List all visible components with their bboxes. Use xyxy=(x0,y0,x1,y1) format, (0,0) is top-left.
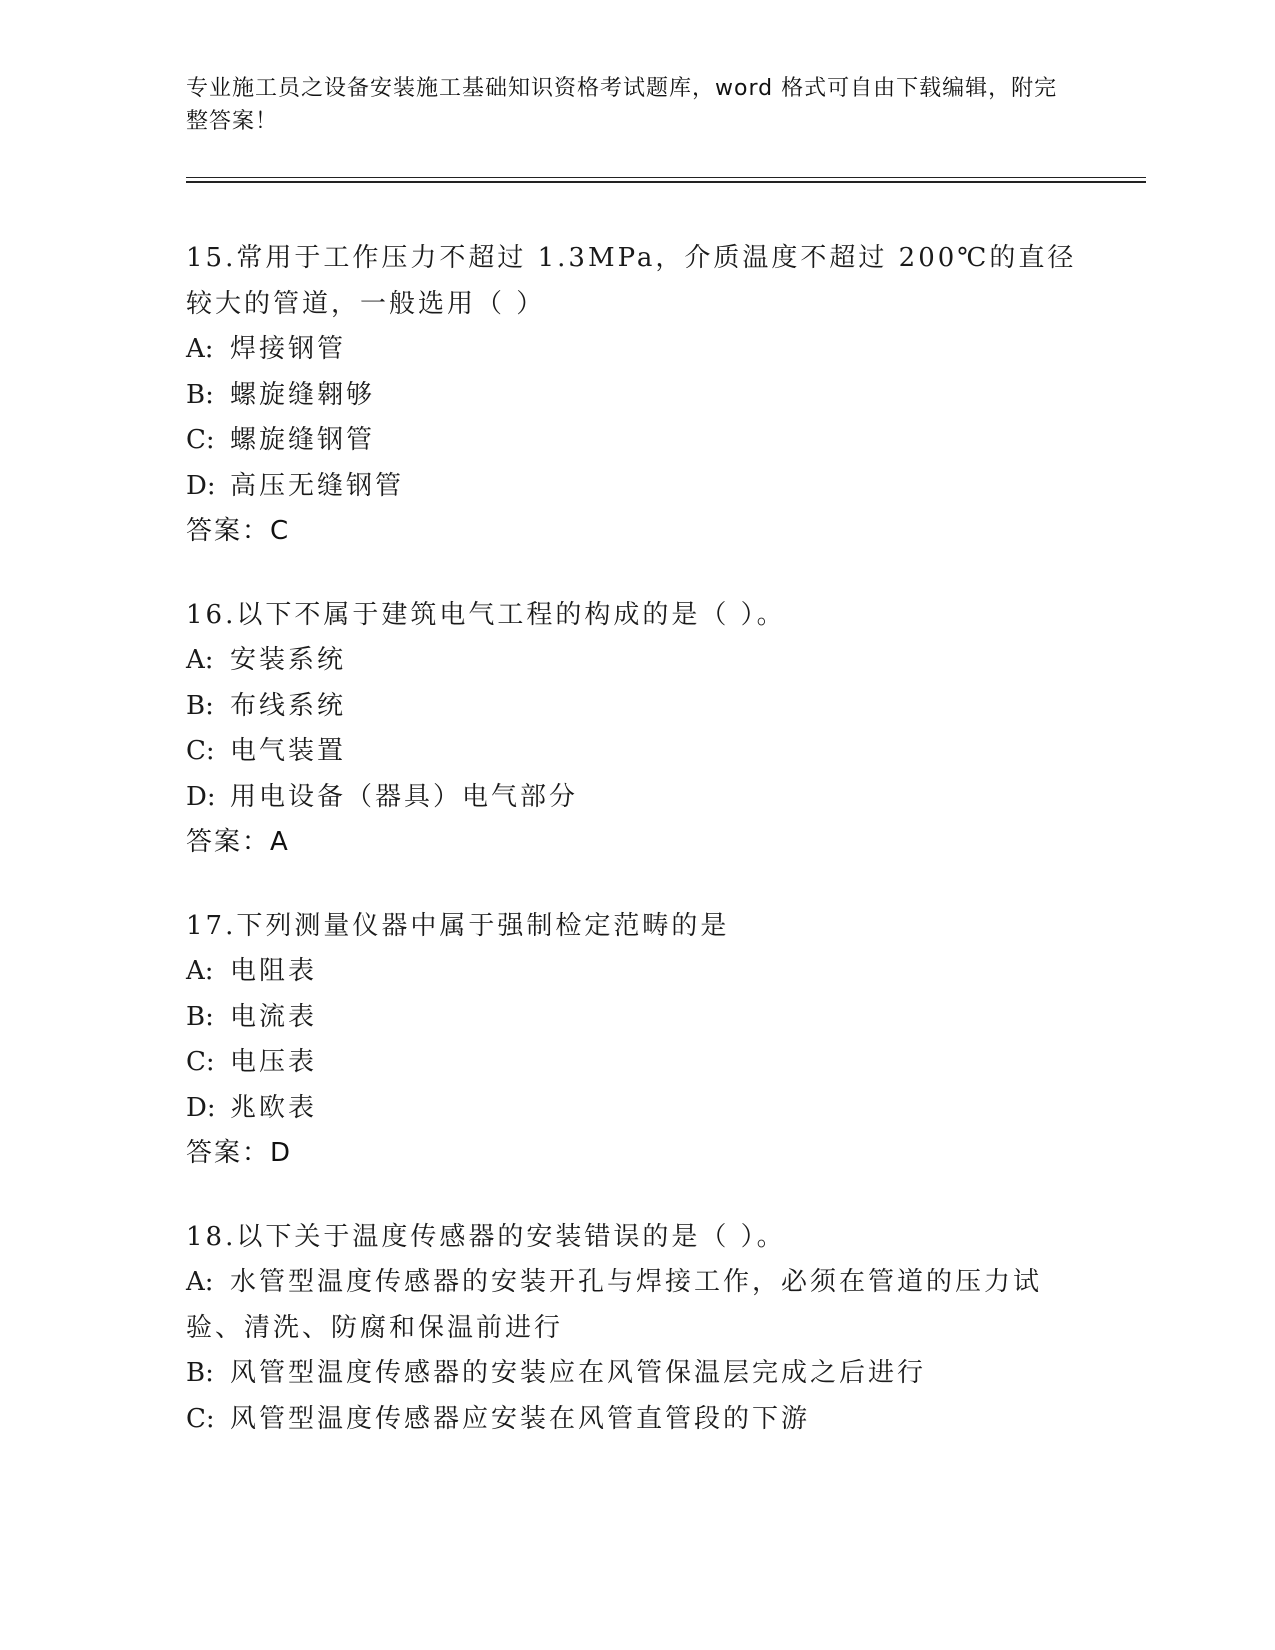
option-a xyxy=(186,1260,1086,1351)
option-text: 电压表 xyxy=(230,1047,318,1077)
option-text: 焊接钢管 xyxy=(230,334,347,364)
question-17 xyxy=(186,904,1086,1177)
option-text: 水管型温度传感器的安装开孔与焊接工作，必须在管道的压力试验、清洗、防腐和保温前进行 xyxy=(186,1267,1043,1343)
option-a xyxy=(186,327,1086,373)
option-letter: A: xyxy=(186,1267,214,1297)
answer-line: 答案：D xyxy=(186,1138,293,1168)
option-text: 安装系统 xyxy=(230,645,347,675)
option-text: 兆欧表 xyxy=(230,1092,318,1123)
option-text: 电气装置 xyxy=(230,736,347,766)
question-stem: 15.常用于工作压力不超过 1.3MPa，介质温度不超过 200℃的直径较大的管道，一般选用（ ） xyxy=(186,243,1077,319)
option-d xyxy=(186,775,1086,821)
option-text: 风管型温度传感器应安装在风管直管段的下游 xyxy=(230,1403,811,1434)
option-letter: D: xyxy=(186,781,216,812)
option-text: 螺旋缝钢管 xyxy=(230,425,376,455)
option-text: 高压无缝钢管 xyxy=(230,470,405,501)
option-text: 螺旋缝翱够 xyxy=(230,379,376,410)
option-c xyxy=(186,418,1086,464)
option-b xyxy=(186,373,1086,419)
option-letter: D: xyxy=(186,1092,216,1123)
question-stem: 17.下列测量仪器中属于强制检定范畴的是 xyxy=(186,910,730,941)
option-letter: A: xyxy=(186,334,214,364)
option-b xyxy=(186,995,1086,1041)
option-text: 风管型温度传感器的安装应在风管保温层完成之后进行 xyxy=(230,1358,927,1388)
answer-line: 答案：A xyxy=(186,827,290,857)
option-a xyxy=(186,638,1086,684)
document-header: 专业施工员之设备安装施工基础知识资格考试题库，word 格式可自由下载编辑，附完整答案！ xyxy=(186,76,1058,134)
option-letter: B: xyxy=(186,1001,214,1032)
option-b xyxy=(186,684,1086,730)
option-b xyxy=(186,1351,1086,1397)
option-text: 布线系统 xyxy=(230,690,347,721)
question-list xyxy=(186,236,1086,1480)
option-letter: C: xyxy=(186,1047,215,1077)
option-letter: B: xyxy=(186,1358,214,1388)
option-c xyxy=(186,1397,1086,1443)
header-divider-thin xyxy=(186,177,1146,178)
option-c xyxy=(186,1040,1086,1086)
header-divider-thick xyxy=(186,181,1146,183)
option-text: 用电设备（器具）电气部分 xyxy=(230,781,579,812)
option-letter: B: xyxy=(186,690,214,721)
answer-line: 答案：C xyxy=(186,516,291,546)
option-d xyxy=(186,464,1086,510)
question-stem: 18.以下关于温度传感器的安装错误的是（ ）。 xyxy=(186,1221,786,1252)
option-text: 电阻表 xyxy=(230,956,318,986)
question-stem: 16.以下不属于建筑电气工程的构成的是（ ）。 xyxy=(186,599,786,630)
option-letter: D: xyxy=(186,470,216,501)
question-18 xyxy=(186,1215,1086,1443)
question-15 xyxy=(186,236,1086,555)
option-a xyxy=(186,949,1086,995)
option-letter: C: xyxy=(186,1403,215,1434)
option-c xyxy=(186,729,1086,775)
option-text: 电流表 xyxy=(230,1001,318,1032)
option-letter: B: xyxy=(186,379,214,410)
option-letter: A: xyxy=(186,956,214,986)
option-d xyxy=(186,1086,1086,1132)
option-letter: C: xyxy=(186,425,215,455)
question-16 xyxy=(186,593,1086,866)
option-letter: A: xyxy=(186,645,214,675)
option-letter: C: xyxy=(186,736,215,766)
